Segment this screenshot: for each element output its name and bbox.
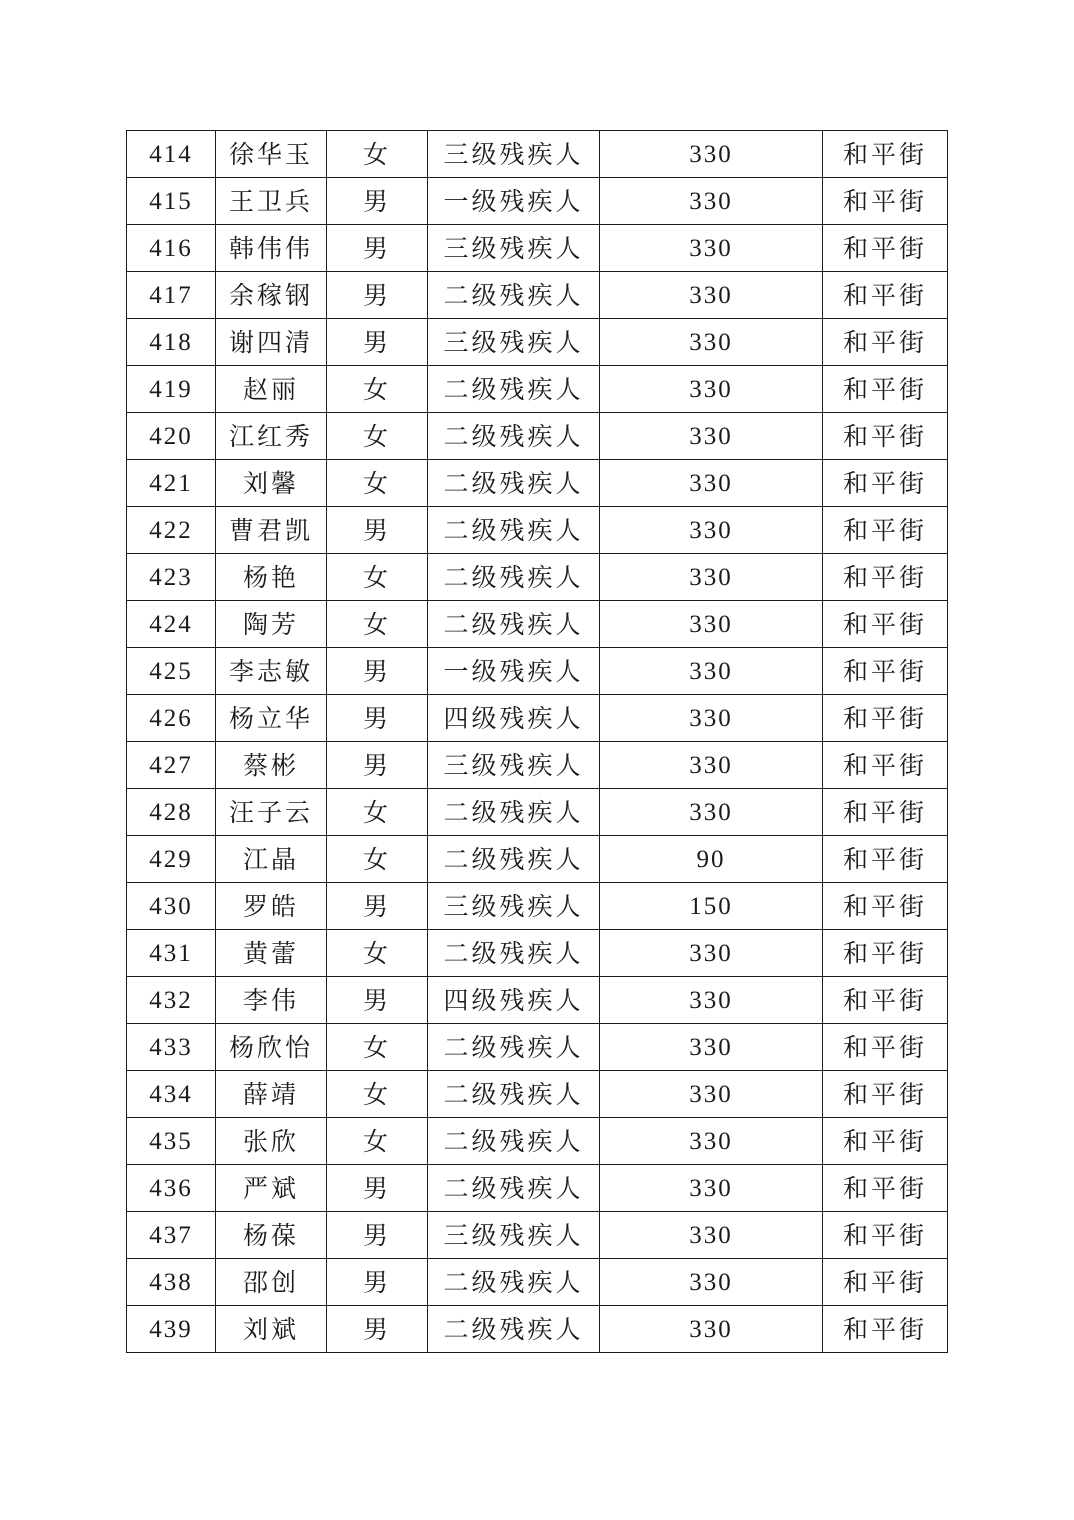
row-number-cell: 434: [127, 1071, 216, 1118]
name-cell: 曹君凯: [216, 507, 327, 554]
disability-level-cell: 二级残疾人: [428, 413, 600, 460]
amount-cell: 330: [600, 1259, 823, 1306]
row-number-cell: 422: [127, 507, 216, 554]
disability-level-cell: 二级残疾人: [428, 1024, 600, 1071]
amount-cell: 330: [600, 272, 823, 319]
amount-cell: 330: [600, 366, 823, 413]
disability-level-cell: 三级残疾人: [428, 319, 600, 366]
name-cell: 薛靖: [216, 1071, 327, 1118]
name-cell: 黄蕾: [216, 930, 327, 977]
gender-cell: 男: [327, 507, 428, 554]
row-number-cell: 418: [127, 319, 216, 366]
disability-level-cell: 二级残疾人: [428, 507, 600, 554]
gender-cell: 男: [327, 742, 428, 789]
street-cell: 和平街: [823, 554, 948, 601]
amount-cell: 330: [600, 131, 823, 178]
gender-cell: 男: [327, 1306, 428, 1353]
table-row: [127, 1118, 948, 1165]
street-cell: 和平街: [823, 742, 948, 789]
row-number-cell: 415: [127, 178, 216, 225]
street-cell: 和平街: [823, 460, 948, 507]
amount-cell: 330: [600, 1306, 823, 1353]
amount-cell: 330: [600, 413, 823, 460]
name-cell: 汪子云: [216, 789, 327, 836]
recipient-table-body: [127, 131, 948, 1353]
name-cell: 李志敏: [216, 648, 327, 695]
street-cell: 和平街: [823, 836, 948, 883]
row-number-cell: 416: [127, 225, 216, 272]
amount-cell: 330: [600, 601, 823, 648]
disability-level-cell: 三级残疾人: [428, 1212, 600, 1259]
row-number-cell: 439: [127, 1306, 216, 1353]
name-cell: 谢四清: [216, 319, 327, 366]
disability-level-cell: 二级残疾人: [428, 554, 600, 601]
row-number-cell: 425: [127, 648, 216, 695]
name-cell: 罗皓: [216, 883, 327, 930]
row-number-cell: 429: [127, 836, 216, 883]
name-cell: 刘馨: [216, 460, 327, 507]
street-cell: 和平街: [823, 507, 948, 554]
street-cell: 和平街: [823, 601, 948, 648]
table-row: [127, 1071, 948, 1118]
row-number-cell: 438: [127, 1259, 216, 1306]
name-cell: 韩伟伟: [216, 225, 327, 272]
recipient-table: [126, 130, 948, 1353]
amount-cell: 330: [600, 1071, 823, 1118]
name-cell: 邵创: [216, 1259, 327, 1306]
table-row: [127, 742, 948, 789]
row-number-cell: 426: [127, 695, 216, 742]
disability-level-cell: 四级残疾人: [428, 695, 600, 742]
disability-level-cell: 二级残疾人: [428, 601, 600, 648]
gender-cell: 女: [327, 131, 428, 178]
row-number-cell: 428: [127, 789, 216, 836]
name-cell: 张欣: [216, 1118, 327, 1165]
street-cell: 和平街: [823, 789, 948, 836]
disability-level-cell: 三级残疾人: [428, 742, 600, 789]
row-number-cell: 427: [127, 742, 216, 789]
street-cell: 和平街: [823, 366, 948, 413]
name-cell: 杨葆: [216, 1212, 327, 1259]
amount-cell: 330: [600, 648, 823, 695]
street-cell: 和平街: [823, 225, 948, 272]
gender-cell: 男: [327, 695, 428, 742]
disability-level-cell: 二级残疾人: [428, 836, 600, 883]
table-row: [127, 695, 948, 742]
gender-cell: 男: [327, 883, 428, 930]
street-cell: 和平街: [823, 1071, 948, 1118]
name-cell: 王卫兵: [216, 178, 327, 225]
name-cell: 余稼钢: [216, 272, 327, 319]
name-cell: 赵丽: [216, 366, 327, 413]
street-cell: 和平街: [823, 1165, 948, 1212]
street-cell: 和平街: [823, 131, 948, 178]
disability-level-cell: 一级残疾人: [428, 178, 600, 225]
gender-cell: 男: [327, 319, 428, 366]
row-number-cell: 421: [127, 460, 216, 507]
street-cell: 和平街: [823, 1118, 948, 1165]
table-row: [127, 272, 948, 319]
row-number-cell: 430: [127, 883, 216, 930]
table-row: [127, 601, 948, 648]
table-row: [127, 789, 948, 836]
amount-cell: 330: [600, 319, 823, 366]
table-row: [127, 554, 948, 601]
amount-cell: 330: [600, 1024, 823, 1071]
disability-level-cell: 四级残疾人: [428, 977, 600, 1024]
disability-level-cell: 三级残疾人: [428, 131, 600, 178]
gender-cell: 男: [327, 225, 428, 272]
table-row: [127, 1212, 948, 1259]
table-row: [127, 930, 948, 977]
name-cell: 蔡彬: [216, 742, 327, 789]
row-number-cell: 433: [127, 1024, 216, 1071]
gender-cell: 女: [327, 1118, 428, 1165]
disability-level-cell: 二级残疾人: [428, 1165, 600, 1212]
table-row: [127, 131, 948, 178]
disability-level-cell: 二级残疾人: [428, 1071, 600, 1118]
street-cell: 和平街: [823, 977, 948, 1024]
street-cell: 和平街: [823, 272, 948, 319]
table-row: [127, 507, 948, 554]
disability-level-cell: 三级残疾人: [428, 225, 600, 272]
table-row: [127, 178, 948, 225]
street-cell: 和平街: [823, 1212, 948, 1259]
gender-cell: 女: [327, 1071, 428, 1118]
name-cell: 严斌: [216, 1165, 327, 1212]
amount-cell: 330: [600, 1212, 823, 1259]
name-cell: 江红秀: [216, 413, 327, 460]
disability-level-cell: 二级残疾人: [428, 366, 600, 413]
gender-cell: 男: [327, 977, 428, 1024]
name-cell: 徐华玉: [216, 131, 327, 178]
disability-level-cell: 二级残疾人: [428, 1306, 600, 1353]
disability-level-cell: 二级残疾人: [428, 272, 600, 319]
row-number-cell: 414: [127, 131, 216, 178]
disability-level-cell: 二级残疾人: [428, 930, 600, 977]
row-number-cell: 436: [127, 1165, 216, 1212]
row-number-cell: 419: [127, 366, 216, 413]
gender-cell: 女: [327, 554, 428, 601]
amount-cell: 90: [600, 836, 823, 883]
gender-cell: 男: [327, 1165, 428, 1212]
amount-cell: 330: [600, 695, 823, 742]
name-cell: 江晶: [216, 836, 327, 883]
street-cell: 和平街: [823, 413, 948, 460]
row-number-cell: 437: [127, 1212, 216, 1259]
table-row: [127, 1306, 948, 1353]
table-row: [127, 225, 948, 272]
disability-level-cell: 三级残疾人: [428, 883, 600, 930]
disability-level-cell: 一级残疾人: [428, 648, 600, 695]
gender-cell: 女: [327, 413, 428, 460]
amount-cell: 330: [600, 225, 823, 272]
amount-cell: 330: [600, 930, 823, 977]
disability-level-cell: 二级残疾人: [428, 1259, 600, 1306]
table-row: [127, 1165, 948, 1212]
row-number-cell: 420: [127, 413, 216, 460]
street-cell: 和平街: [823, 1306, 948, 1353]
street-cell: 和平街: [823, 648, 948, 695]
disability-level-cell: 二级残疾人: [428, 789, 600, 836]
amount-cell: 330: [600, 977, 823, 1024]
amount-cell: 330: [600, 460, 823, 507]
table-row: [127, 319, 948, 366]
table-row: [127, 977, 948, 1024]
row-number-cell: 435: [127, 1118, 216, 1165]
gender-cell: 男: [327, 648, 428, 695]
table-row: [127, 883, 948, 930]
gender-cell: 女: [327, 1024, 428, 1071]
table-row: [127, 413, 948, 460]
row-number-cell: 417: [127, 272, 216, 319]
gender-cell: 女: [327, 601, 428, 648]
street-cell: 和平街: [823, 178, 948, 225]
gender-cell: 女: [327, 836, 428, 883]
name-cell: 杨艳: [216, 554, 327, 601]
street-cell: 和平街: [823, 1024, 948, 1071]
amount-cell: 330: [600, 789, 823, 836]
amount-cell: 330: [600, 1118, 823, 1165]
gender-cell: 女: [327, 366, 428, 413]
gender-cell: 男: [327, 1212, 428, 1259]
table-row: [127, 836, 948, 883]
amount-cell: 330: [600, 507, 823, 554]
table-row: [127, 648, 948, 695]
gender-cell: 女: [327, 460, 428, 507]
row-number-cell: 432: [127, 977, 216, 1024]
street-cell: 和平街: [823, 1259, 948, 1306]
amount-cell: 330: [600, 1165, 823, 1212]
row-number-cell: 431: [127, 930, 216, 977]
street-cell: 和平街: [823, 319, 948, 366]
row-number-cell: 423: [127, 554, 216, 601]
name-cell: 李伟: [216, 977, 327, 1024]
table-row: [127, 1024, 948, 1071]
table-row: [127, 366, 948, 413]
gender-cell: 男: [327, 1259, 428, 1306]
amount-cell: 330: [600, 178, 823, 225]
name-cell: 陶芳: [216, 601, 327, 648]
row-number-cell: 424: [127, 601, 216, 648]
amount-cell: 330: [600, 554, 823, 601]
gender-cell: 男: [327, 272, 428, 319]
gender-cell: 男: [327, 178, 428, 225]
amount-cell: 150: [600, 883, 823, 930]
disability-level-cell: 二级残疾人: [428, 1118, 600, 1165]
table-row: [127, 460, 948, 507]
table-row: [127, 1259, 948, 1306]
street-cell: 和平街: [823, 930, 948, 977]
gender-cell: 女: [327, 789, 428, 836]
disability-level-cell: 二级残疾人: [428, 460, 600, 507]
name-cell: 刘斌: [216, 1306, 327, 1353]
street-cell: 和平街: [823, 883, 948, 930]
amount-cell: 330: [600, 742, 823, 789]
name-cell: 杨欣怡: [216, 1024, 327, 1071]
street-cell: 和平街: [823, 695, 948, 742]
gender-cell: 女: [327, 930, 428, 977]
name-cell: 杨立华: [216, 695, 327, 742]
